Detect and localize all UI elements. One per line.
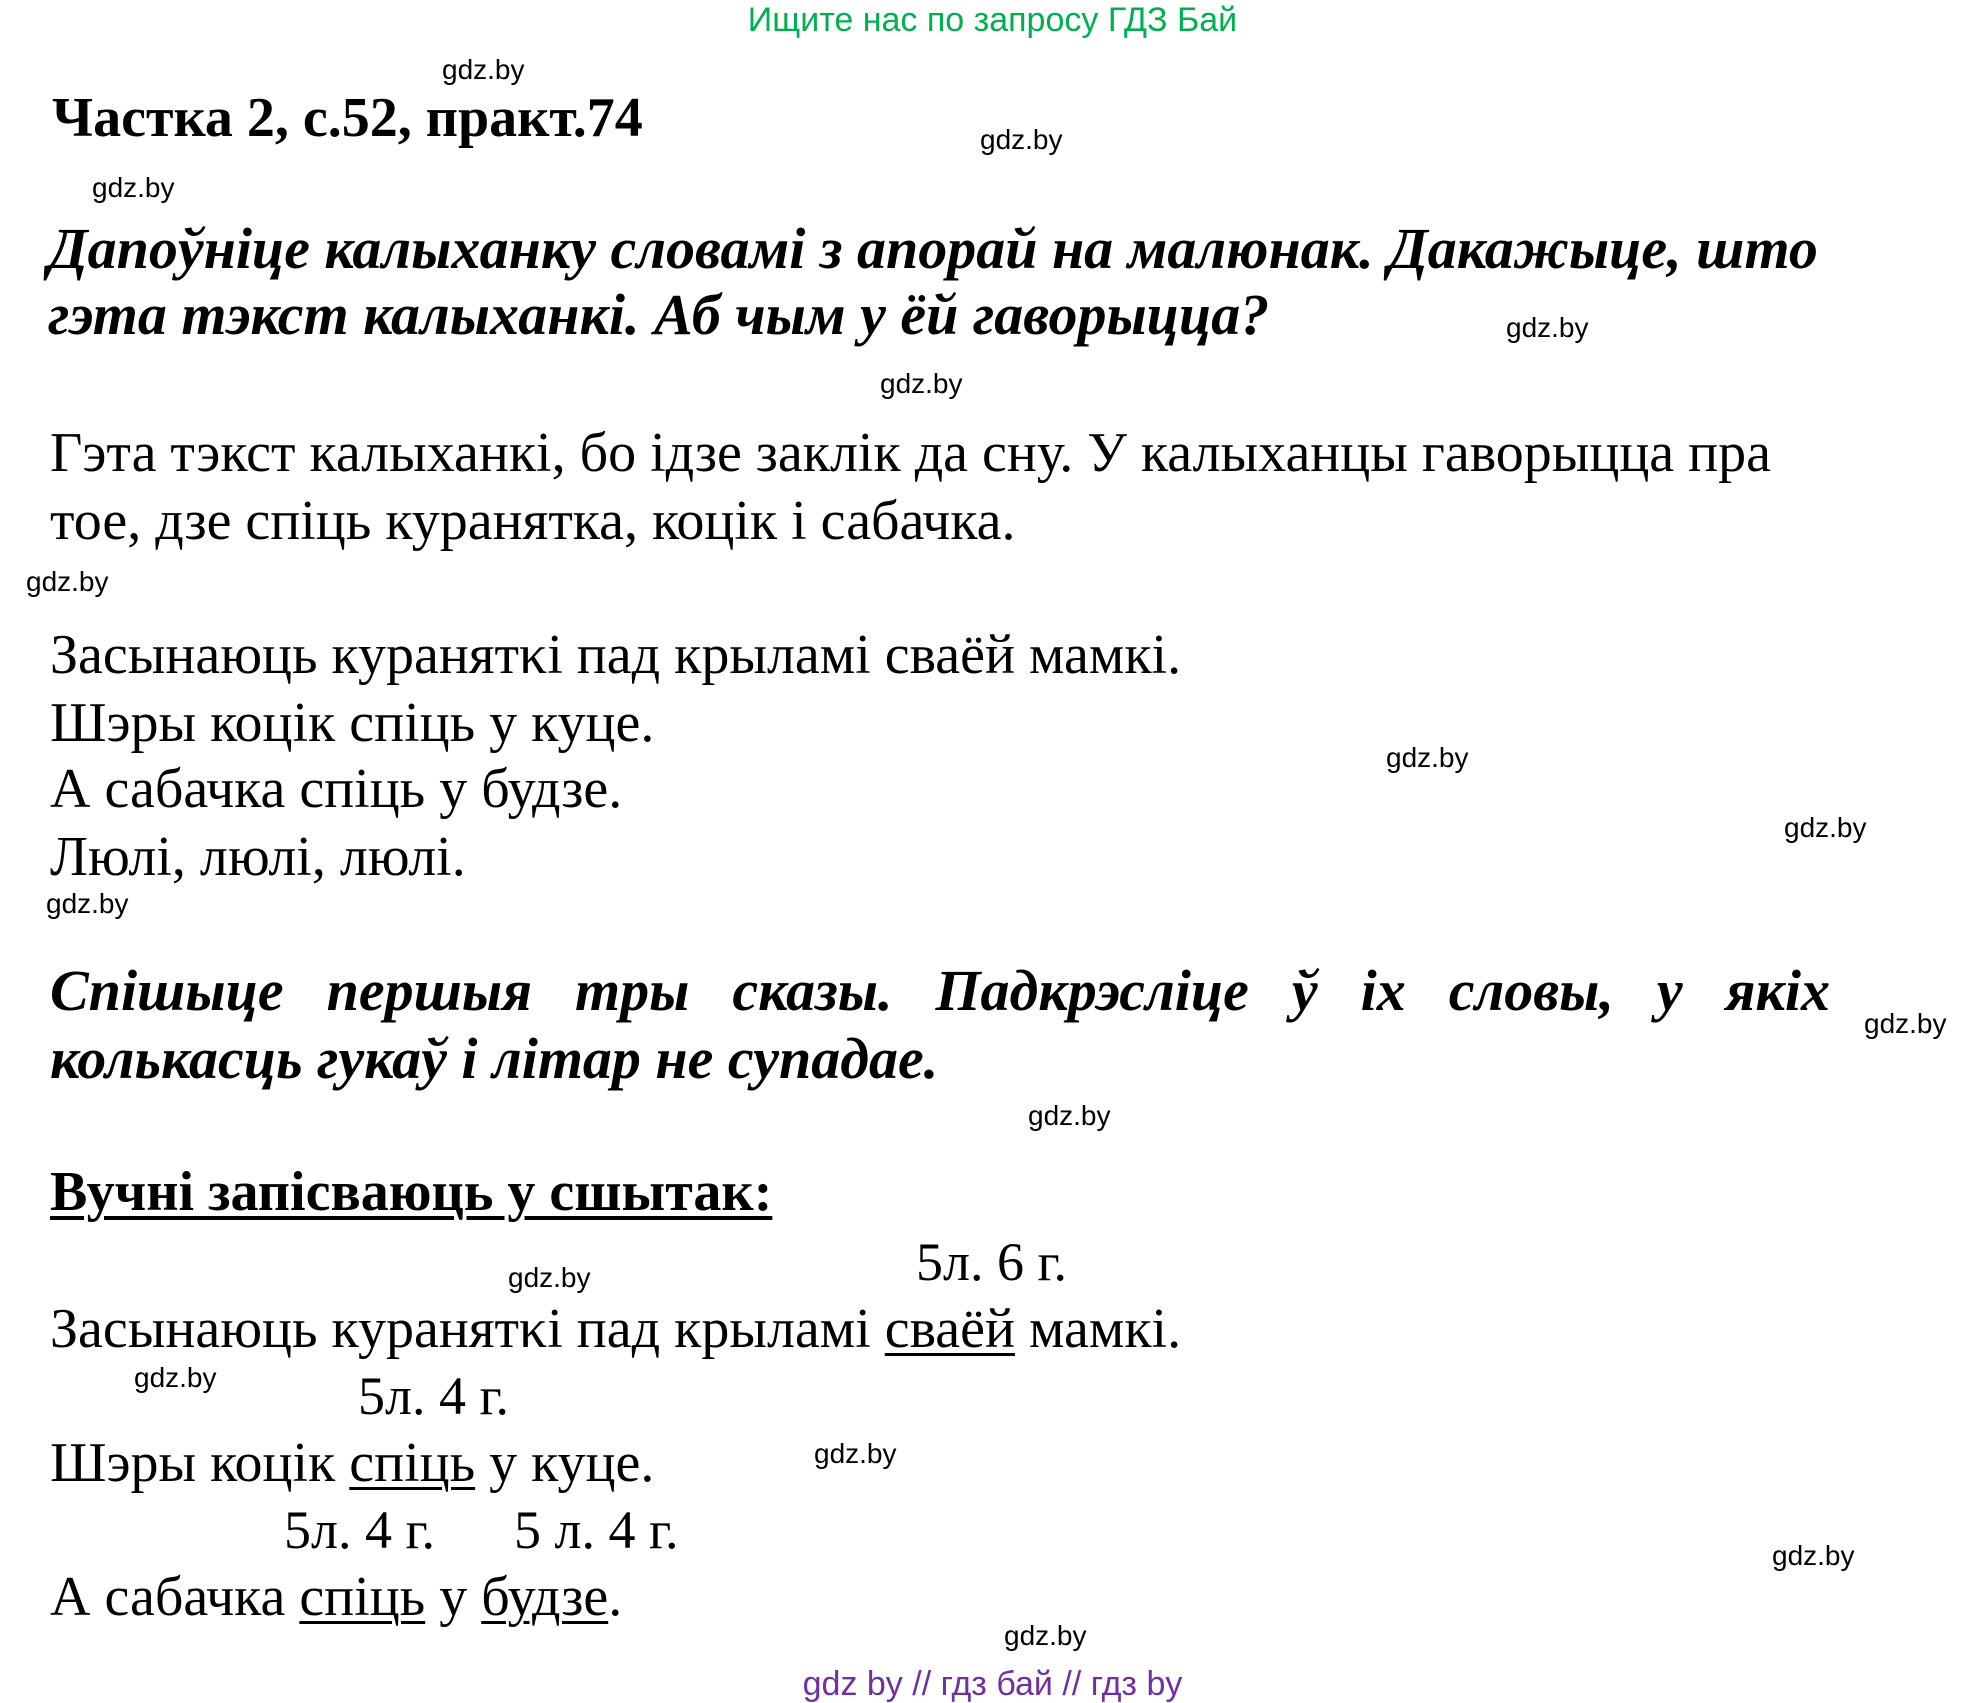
task-2-word: якіх [1725, 958, 1830, 1023]
task-2-line-1 [50, 958, 1830, 1024]
task-2-word: Падкрэсліце [935, 958, 1249, 1023]
task-2-word: першыя [326, 958, 533, 1023]
watermark: gdz.by [442, 54, 525, 85]
notebook-heading: Вучні запісваюць у сшытак: [50, 1161, 773, 1223]
task-2-word: ў [1291, 958, 1318, 1023]
letter-sound-count: 5л. 6 г. [916, 1232, 1068, 1292]
watermark: gdz.by [980, 124, 1063, 155]
search-banner: Ищите нас по запросу ГДЗ Бай [747, 1, 1238, 39]
letter-sound-count: 5л. 4 г. [284, 1500, 436, 1560]
watermark: gdz.by [1386, 742, 1469, 773]
answer-1-line-2: тое, дзе спіць куранятка, коцік і сабачка. [50, 490, 1016, 552]
watermark: gdz.by [814, 1438, 897, 1469]
notebook-sentence-3 [50, 1564, 622, 1630]
watermark: gdz.by [880, 368, 963, 399]
underlined-word: будзе [481, 1566, 609, 1628]
task-1-line-1: Дапоўніце калыханку словамі з апорай на малюнак. Дакажыце, што [48, 216, 1818, 281]
sentence-text: А сабачка [50, 1566, 300, 1628]
watermark: gdz.by [134, 1362, 217, 1393]
task-2-line-2: колькасць гукаў і літар не супадае. [50, 1026, 939, 1091]
task-2-word: сказы. [732, 958, 893, 1023]
poem-line-4: Люлі, люлі, люлі. [50, 826, 466, 888]
watermark: gdz.by [1004, 1620, 1087, 1651]
sentence-text: Шэры коцік [50, 1432, 350, 1494]
underlined-word: спіць [299, 1566, 426, 1628]
answer-1-line-1: Гэта тэкст калыханкі, бо ідзе заклік да сну. У калыханцы гаворыцца пра [50, 422, 1771, 484]
footer-links: gdz by // гдз бай // гдз by [802, 1665, 1183, 1703]
sentence-text: у куце. [475, 1432, 655, 1494]
watermark: gdz.by [1506, 312, 1589, 343]
letter-sound-count: 5 л. 4 г. [514, 1500, 679, 1560]
sentence-text: Засынаюць куранятκі пад крыламі [50, 1298, 885, 1360]
task-2-word: тры [575, 958, 690, 1023]
notebook-sentence-2 [50, 1430, 654, 1496]
task-2-word: Спішыце [50, 958, 284, 1023]
watermark: gdz.by [46, 888, 129, 919]
underlined-word: сваёй [884, 1298, 1015, 1360]
poem-line-2: Шэры коцік спіць у куце. [50, 692, 655, 754]
page-title: Частка 2, с.52, практ.74 [52, 87, 643, 149]
watermark: gdz.by [1864, 1008, 1947, 1039]
poem-line-3: А сабачка спіць у будзе. [50, 758, 623, 820]
sentence-text: мамкі. [1015, 1298, 1182, 1360]
task-2-word: іх [1360, 958, 1406, 1023]
letter-sound-count: 5л. 4 г. [358, 1366, 510, 1426]
watermark: gdz.by [508, 1262, 591, 1293]
watermark: gdz.by [1772, 1540, 1855, 1571]
poem-line-1: Засынаюць куранятκі пад крыламі сваёй мамкі. [50, 624, 1182, 686]
watermark: gdz.by [26, 566, 109, 597]
task-1-line-2: гэта тэкст калыханкі. Аб чым у ёй гаворыцца? [48, 282, 1270, 347]
watermark: gdz.by [92, 172, 175, 203]
sentence-text: . [608, 1566, 623, 1628]
watermark: gdz.by [1028, 1100, 1111, 1131]
underlined-word: спіць [349, 1432, 476, 1494]
notebook-sentence-1 [50, 1296, 1181, 1362]
watermark: gdz.by [1784, 812, 1867, 843]
task-2-word: у [1656, 958, 1683, 1023]
task-2-word: словы, [1448, 958, 1614, 1023]
sentence-text: у [425, 1566, 482, 1628]
